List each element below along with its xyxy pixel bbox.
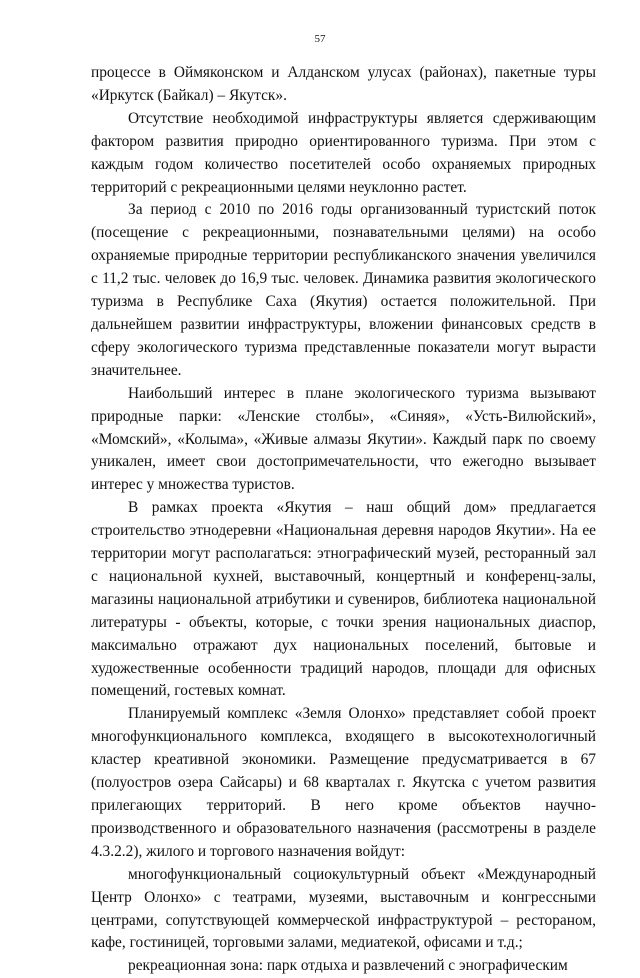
paragraph-olonkho-complex: Планируемый комплекс «Земля Олонхо» представляет собой проект многофункционального комплекса, входящего в высокотехнологичный кластер креативной экономики. Размещение предусматривается в 67 (полуостров озера Сайсары) и 68 кварталах г. Якутска с учетом развития прилегающих территорий. В него кроме объектов научно-производственного и образовательного назначения (рассмотрены в разделе 4.3.2.2), жилого и торгового назначения войдут: <box>91 705 596 860</box>
text-body <box>91 62 596 978</box>
paragraph-olonkho-center: многофункциональный социокультурный объект «Международный Центр Олонхо» с театрами, музеями, выставочным и конгрессными центрами, сопутствующей коммерческой инфраструктурой – рестораном, кафе, гостиницей, торговыми залами, медиатекой, офисами и т.д.; <box>91 865 596 952</box>
paragraph-ethno-village: В рамках проекта «Якутия – наш общий дом» предлагается строительство этнодеревни «Национальная деревня народов Якутии». На ее территории могут располагаться: этнографический музей, ресторанный зал с национальной кухней, выставочный, концертный и конференц-залы, магазины национальной атрибутики и сувениров, библиотека национальной литературы - объекты, которые, с точки зрения национальных диаспор, максимально отражают дух национальных поселений, бытовые и художественные особенности традиций народов, площади для офисных помещений, гостевых комнат. <box>91 499 596 700</box>
paragraph-infrastructure: Отсутствие необходимой инфраструктуры является сдерживающим фактором развития природно ориентированного туризма. При этом с каждым годом количество посетителей особо охраняемых природных территорий с рекреационными целями неуклонно растет. <box>91 109 596 196</box>
paragraph-tour-packages: процессе в Оймяконском и Алданском улусах (районах), пакетные туры «Иркутск (Байкал) – Якутск». <box>91 64 596 104</box>
page-number: 57 <box>314 33 326 45</box>
paragraph-tourist-flow: За период с 2010 по 2016 годы организованный туристский поток (посещение с рекреационными, познавательными целями) на особо охраняемые природные территории республиканского значения увеличился с 11,2 тыс. человек до 16,9 тыс. человек. Динамика развития экологического туризма в Республике Саха (Якутия) остается положительной. При дальнейшем развитии инфраструктуры, вложении финансовых средств в сферу экологического туризма представленные показатели могут вырасти значительнее. <box>91 201 596 379</box>
paragraph-recreation-zone: рекреационная зона: парк отдыха и развлечений с энографическим <box>128 957 568 975</box>
paragraph-natural-parks: Наибольший интерес в плане экологического туризма вызывают природные парки: «Ленские столбы», «Синяя», «Усть-Вилюйский», «Момский», «Колыма», «Живые алмазы Якутии». Каждый парк по своему уникален, имеет свои достопримечательности, что ежегодно вызывает интерес у множества туристов. <box>91 384 596 494</box>
